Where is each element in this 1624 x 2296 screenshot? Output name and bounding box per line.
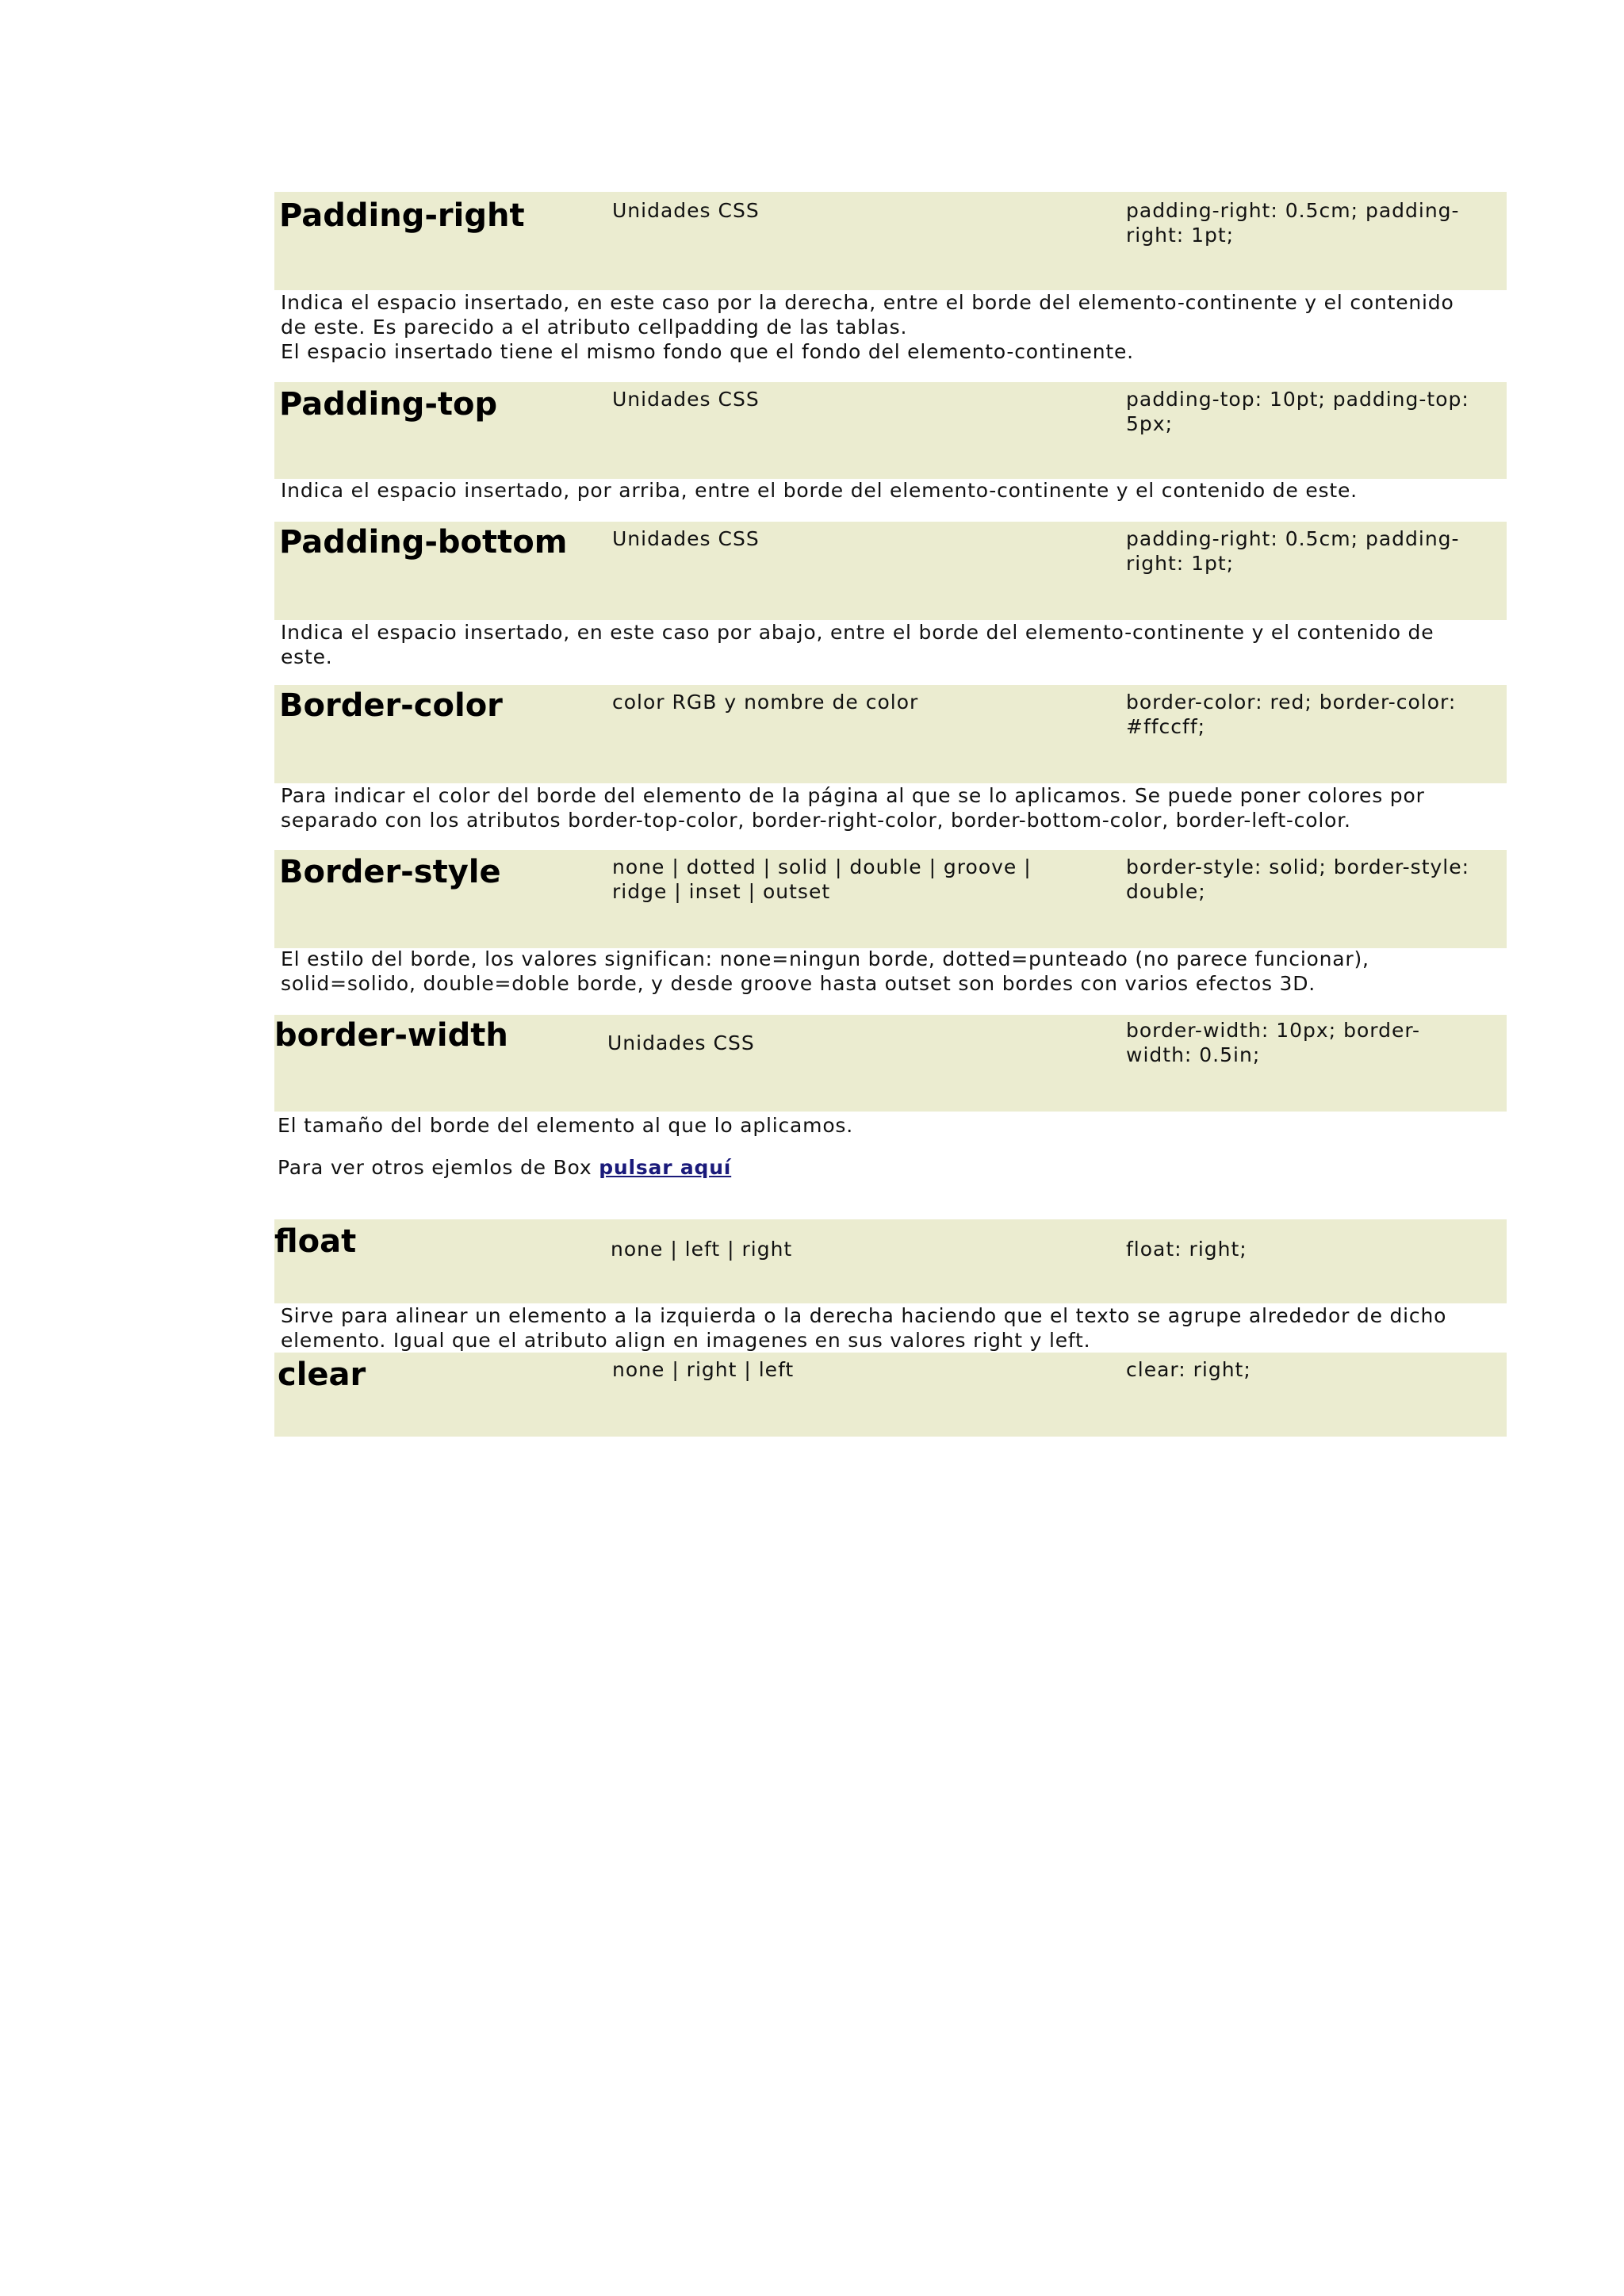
property-values: Unidades CSS (612, 199, 760, 222)
property-example: border-style: solid; border-style: double; (1126, 855, 1470, 903)
box-examples-text: Para ver otros ejemlos de Box (278, 1156, 599, 1179)
description-line: Indica el espacio insertado, en este caso por la derecha, entre el borde del elemento-continente y el contenido (281, 291, 1454, 314)
property-name: Padding-top (279, 386, 498, 423)
property-values: Unidades CSS (612, 527, 760, 550)
property-values: none | right | left (612, 1358, 795, 1381)
property-example: float: right; (1126, 1238, 1247, 1261)
description-line: solid=solido, double=doble borde, y desde groove hasta outset son bordes con varios efectos 3D. (281, 972, 1316, 995)
property-example: border-width: 10px; border-width: 0.5in; (1126, 1019, 1421, 1066)
property-values: Unidades CSS (612, 388, 760, 411)
description-line: Indica el espacio insertado, por arriba, entre el borde del elemento-continente y el contenido de este. (281, 479, 1358, 502)
description-line: Sirve para alinear un elemento a la izquierda o la derecha haciendo que el texto se agrupe alrededor de dicho (281, 1304, 1447, 1327)
property-name: Border-color (279, 687, 503, 724)
property-name: Border-style (279, 854, 501, 890)
property-example: padding-right: 0.5cm; padding-right: 1pt; (1126, 527, 1460, 575)
description-line: este. (281, 645, 333, 668)
property-values: color RGB y nombre de color (612, 691, 919, 714)
property-band-float (274, 1219, 1507, 1303)
description-line: Para indicar el color del borde del elemento de la página al que se lo aplicamos. Se puede poner colores por (281, 784, 1425, 807)
property-description (281, 1303, 1447, 1353)
property-description (281, 783, 1425, 832)
description-line: separado con los atributos border-top-color, border-right-color, border-bottom-color, border-left-color. (281, 809, 1351, 832)
property-description (281, 478, 1375, 503)
property-example: padding-right: 0.5cm; padding-right: 1pt; (1126, 199, 1460, 247)
property-example: border-color: red; border-color: #ffccff; (1126, 691, 1457, 738)
property-example: padding-top: 10pt; padding-top: 5px; (1126, 388, 1469, 435)
description-line: El estilo del borde, los valores significan: none=ningun borde, dotted=punteado (no parece funcionar), (281, 947, 1369, 970)
box-examples-note (278, 1156, 731, 1179)
property-name: Padding-bottom (279, 524, 568, 561)
property-description (281, 620, 1434, 669)
property-example: clear: right; (1126, 1358, 1251, 1381)
property-name: clear (278, 1357, 366, 1393)
box-examples-link[interactable]: pulsar aquí (599, 1156, 732, 1179)
property-name: Padding-right (279, 197, 525, 234)
description-line: Indica el espacio insertado, en este caso por abajo, entre el borde del elemento-continente y el contenido de (281, 621, 1434, 644)
property-description (278, 1113, 1372, 1138)
property-name: border-width (274, 1017, 508, 1054)
property-description (281, 290, 1454, 364)
property-values: none | dotted | solid | double | groove | ridge | inset | outset (612, 855, 1032, 903)
description-line: elemento. Igual que el atributo align en imagenes en sus valores right y left. (281, 1329, 1091, 1352)
description-line: de este. Es parecido a el atributo cellpadding de las tablas. (281, 316, 908, 339)
property-name: float (274, 1223, 357, 1260)
property-description (281, 947, 1375, 996)
property-values: none | left | right (611, 1238, 793, 1261)
description-line: El tamaño del borde del elemento al que lo aplicamos. (278, 1114, 853, 1137)
description-line: El espacio insertado tiene el mismo fondo que el fondo del elemento-continente. (281, 340, 1134, 363)
property-values: Unidades CSS (607, 1031, 755, 1054)
